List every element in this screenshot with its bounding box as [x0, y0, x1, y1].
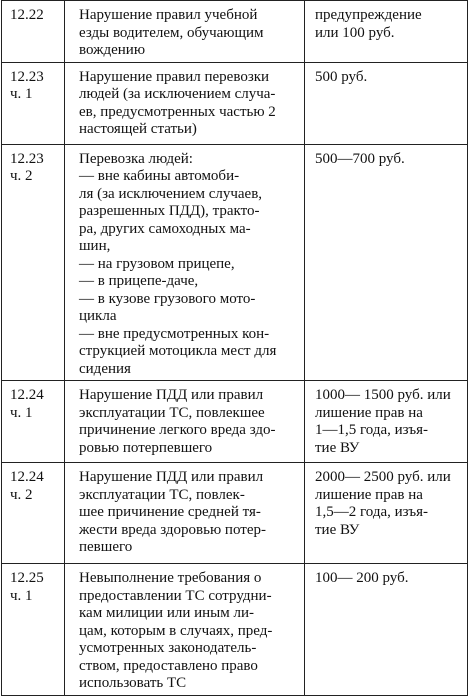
table-row — [2, 463, 468, 564]
description-cell — [65, 144, 305, 381]
offense-description: Нарушение правил перевозки людей (за исключением случа- ев, предусмотренных частью 2 настоящей статьи) — [79, 68, 276, 137]
article-number: 12.25 ч. 1 — [10, 570, 44, 604]
penalty-amount: предупреждение или 100 руб. — [315, 7, 422, 41]
penalty-amount: 1000— 1500 руб. или лишение прав на 1—1,5 года, изъя- тие ВУ — [315, 387, 451, 456]
description-cell — [65, 1, 305, 63]
table-row — [2, 144, 468, 381]
penalty-amount: 500—700 руб. — [315, 150, 405, 167]
penalty-cell — [305, 381, 468, 463]
article-cell — [2, 1, 65, 63]
table-row — [2, 62, 468, 144]
penalty-amount: 500 руб. — [315, 68, 368, 85]
article-number: 12.24 ч. 1 — [10, 387, 44, 421]
offense-description: Нарушение правил учебной езды водителем, обучающим вождению — [79, 7, 264, 58]
penalty-cell — [305, 564, 468, 696]
table-row — [2, 381, 468, 463]
article-cell — [2, 144, 65, 381]
penalty-cell — [305, 144, 468, 381]
table-row — [2, 564, 468, 696]
penalties-table — [1, 0, 468, 696]
table-row — [2, 1, 468, 63]
article-number: 12.23 ч. 2 — [10, 150, 44, 184]
description-cell — [65, 62, 305, 144]
article-cell — [2, 463, 65, 564]
description-cell — [65, 564, 305, 696]
offense-description: Перевозка людей: — вне кабины автомоби- ля (за исключением случаев, разрешенных ПДД), тракто- ра, других самоходных ма- шин, — на грузовом прицепе, — в прицепе-даче, — в кузове грузового мото- цикла — вне предусмотренных кон- струкцией мотоцикла мест для сидения — [79, 150, 277, 377]
offense-description: Нарушение ПДД или правил эксплуатации ТС, повлек- шее причинение средней тя- жести вреда здоровью потер- певшего — [79, 469, 266, 555]
article-number: 12.23 ч. 1 — [10, 68, 44, 102]
penalty-amount: 2000— 2500 руб. или лишение прав на 1,5—2 года, изъя- тие ВУ — [315, 469, 451, 538]
offense-description: Нарушение ПДД или правил эксплуатации ТС, повлекшее причинение легкого вреда здо- ровью потерпевшего — [79, 387, 276, 456]
article-cell — [2, 381, 65, 463]
article-number: 12.24 ч. 2 — [10, 469, 44, 503]
penalty-cell — [305, 463, 468, 564]
description-cell — [65, 463, 305, 564]
penalty-amount: 100— 200 руб. — [315, 570, 409, 586]
offense-description: Невыполнение требования о предоставлении ТС сотрудни- кам милиции или иным ли- цам, которым в случаях, пред- усмотренных законодатель- ством, предоставлено право использовать ТС — [79, 570, 273, 691]
description-cell — [65, 381, 305, 463]
penalty-cell — [305, 62, 468, 144]
article-cell — [2, 564, 65, 696]
penalty-cell — [305, 1, 468, 63]
article-number: 12.22 — [10, 7, 44, 23]
article-cell — [2, 62, 65, 144]
